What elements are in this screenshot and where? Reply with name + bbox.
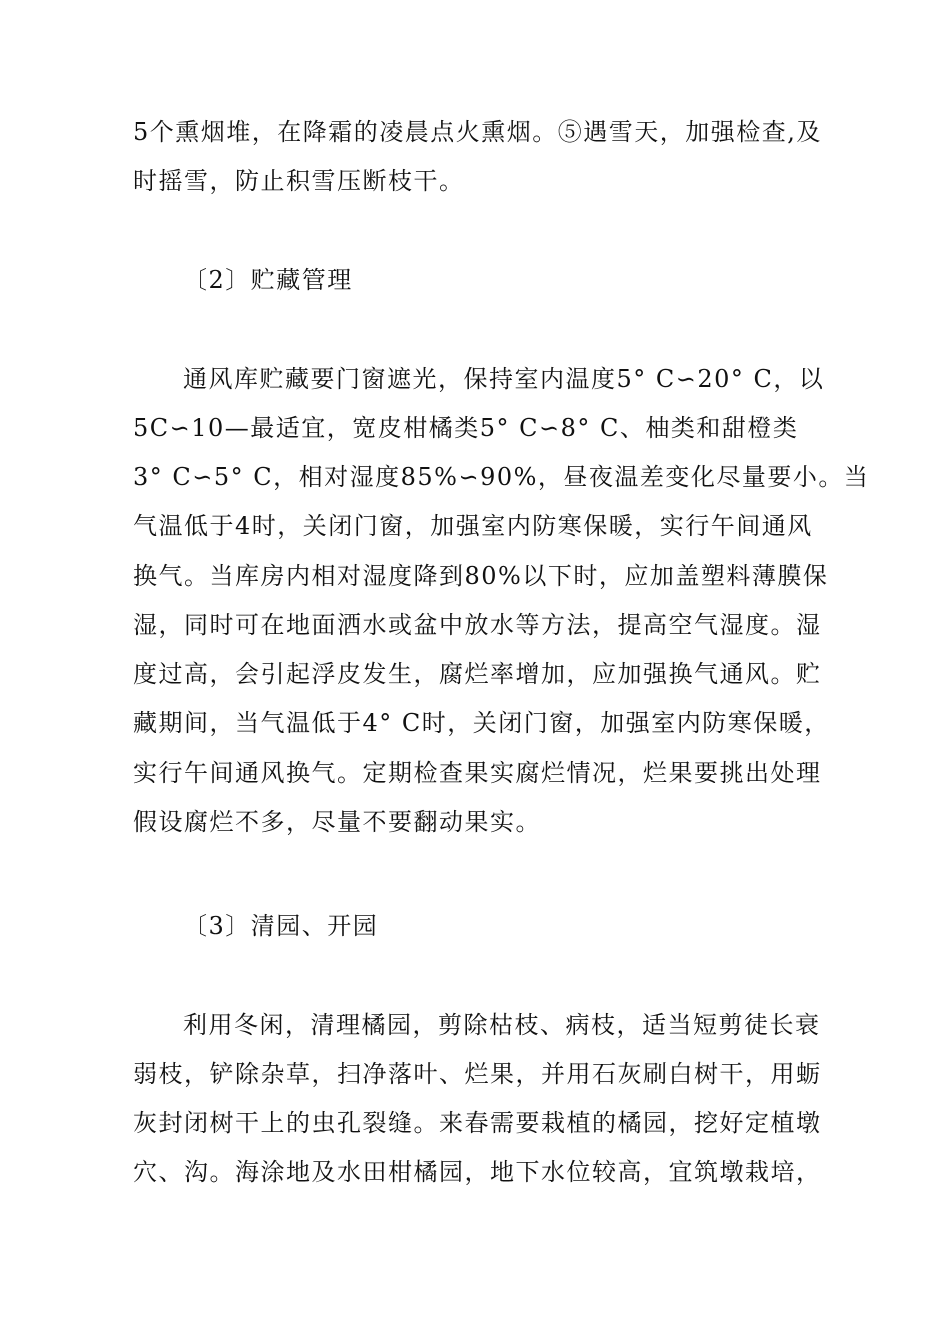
text-line: 气温低于4时，关闭门窗，加强室内防寒保暖，实行午间通风 <box>133 512 813 540</box>
text-line: 时摇雪，防止积雪压断枝干。 <box>133 167 465 195</box>
text-line: 弱枝，铲除杂草，扫净落叶、烂果，并用石灰刷白树干，用蛎 <box>133 1060 822 1088</box>
text-line: 穴、沟。海涂地及水田柑橘园，地下水位较高，宜筑墩栽培， <box>133 1158 822 1186</box>
text-line: 3° C∽5° C，相对湿度85%∽90%，昼夜温差变化尽量要小。当 <box>133 463 870 491</box>
text-line: 实行午间通风换气。定期检查果实腐烂情况，烂果要挑出处理 <box>133 759 822 787</box>
text-line: 藏期间，当气温低于4° C时，关闭门窗，加强室内防寒保暖， <box>133 709 830 737</box>
text-line: 利用冬闲，清理橘园，剪除枯枝、病枝，适当短剪徒长衰 <box>183 1011 821 1039</box>
text-line: 度过高，会引起浮皮发生，腐烂率增加，应加强换气通风。贮 <box>133 660 822 688</box>
text-line: 5C∽10—最适宜，宽皮柑橘类5° C∽8° C、柚类和甜橙类 <box>133 414 799 442</box>
text-line: 灰封闭树干上的虫孔裂缝。来春需要栽植的橘园，挖好定植墩 <box>133 1109 822 1137</box>
text-line: 5个熏烟堆，在降霜的凌晨点火熏烟。⑤遇雪天，加强检查,及 <box>133 118 822 146</box>
section-heading-storage: 〔2〕贮藏管理 <box>183 266 353 294</box>
text-line: 通风库贮藏要门窗遮光，保持室内温度5° C∽20° C，以 <box>183 365 825 393</box>
text-line: 湿，同时可在地面洒水或盆中放水等方法，提高空气湿度。湿 <box>133 611 822 639</box>
text-line: 假设腐烂不多，尽量不要翻动果实。 <box>133 808 541 836</box>
section-heading-orchard-cleanup: 〔3〕清园、开园 <box>183 912 379 940</box>
text-line: 换气。当库房内相对湿度降到80%以下时，应加盖塑料薄膜保 <box>133 562 829 590</box>
